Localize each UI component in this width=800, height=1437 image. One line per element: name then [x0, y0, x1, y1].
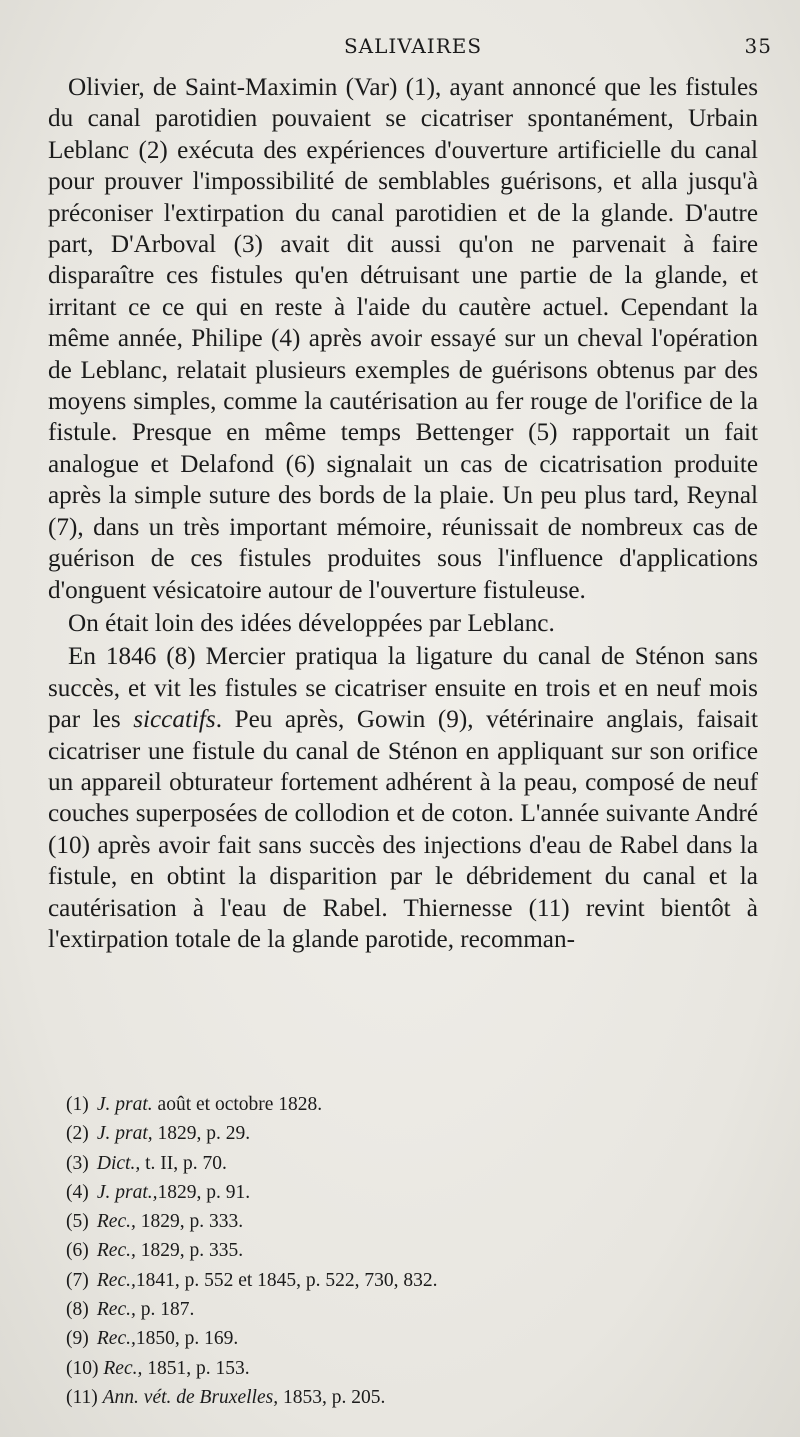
body-text: [48, 72, 758, 955]
footnote-detail: août et octobre 1828.: [152, 1094, 323, 1115]
paragraph-3-part-1: En 1846 (8) Mercier pratiqua la ligature du canal de Sténon sans succès, et vit les fistules se cicatriser ensuite en trois et en neuf mois par les: [48, 643, 758, 734]
footnote-source: Dict.,: [96, 1152, 141, 1174]
footnote: [66, 1354, 706, 1383]
footnote-source: Rec.,: [96, 1299, 136, 1321]
page-header: [48, 30, 778, 60]
footnote-detail: 1829, p. 29.: [152, 1123, 251, 1145]
paragraph-3-italic-term: siccatifs: [133, 706, 216, 734]
footnote-detail: 1853, p. 205.: [278, 1386, 386, 1408]
paragraph-3-part-2: . Peu après, Gowin (9), vétérinaire anglais, faisait cicatriser une fistule du canal de Sténon en appliquant sur son orifice un appareil obturateur fortement adhérent à la peau, composé de neuf couches superposées de collodion et de coton. L'année suivante André (10) après avoir fait sans succès des injections d'eau de Rabel dans la fistule, en obtint la disparition par le débridement du canal et la cautérisation à l'eau de Rabel. Thiernesse (11) revint bientôt à l'extirpation totale de la glande parotide, recomman-: [48, 706, 759, 953]
paragraph-2: On était loin des idées développées par Leblanc.: [68, 609, 555, 637]
footnote: [66, 1295, 706, 1324]
footnote-source: Rec.,: [96, 1240, 136, 1262]
footnote: [66, 1090, 706, 1119]
footnote-detail: 1850, p. 169.: [135, 1328, 239, 1350]
footnote-detail: 1851, p. 153.: [142, 1357, 250, 1379]
footnote: [66, 1119, 706, 1148]
footnote-detail: 1829, p. 333.: [135, 1211, 244, 1233]
footnote-detail: 1841, p. 552 et 1845, p. 522, 730, 832.: [135, 1269, 438, 1291]
footnote-source: J. prat.,: [96, 1181, 158, 1203]
paragraph-1: Olivier, de Saint-Maximin (Var) (1), ayant annoncé que les fistules du canal parotidien pouvaient se cicatriser spontanément, Urbain Leblanc (2) exécuta des expériences d'ouverture artificielle du canal pour prouver l'impossibilité de semblables guérisons, et alla jusqu'à préconiser l'extirpation du canal parotidien et de la glande. D'autre part, D'Arboval (3) avait dit aussi qu'on ne parvenait à faire disparaître ces fistules qu'en détruisant une partie de la glande, et irritant ce ce qui en reste à l'aide du cautère actuel. Cependant la même année, Philipe (4) après avoir essayé sur un cheval l'opération de Leblanc, relatait plusieurs exemples de guérisons obtenus par des moyens simples, comme la cautérisation au fer rouge de l'orifice de la fistule. Presque en même temps Bettenger (5) rapportait un fait analogue et Delafond (6) signalait un cas de cicatrisation produite après la simple suture des bords de la plaie. Un peu plus tard, Reynal (7), dans un très important mémoire, réunissait de nombreux cas de guérison de ces fistules produites sous l'influence d'applications d'onguent vésicatoire autour de l'ouverture fistuleuse.: [48, 74, 758, 604]
footnote-number: (10): [66, 1357, 99, 1379]
footnote-source: Rec.,: [96, 1328, 136, 1350]
footnote-source: Rec.,: [96, 1269, 136, 1291]
footnote: [66, 1236, 706, 1265]
footnote-detail: 1829, p. 91.: [157, 1181, 251, 1203]
footnote-number: (9): [66, 1328, 89, 1350]
footnote-number: (2): [66, 1123, 89, 1145]
footnote-detail: t. II, p. 70.: [140, 1152, 227, 1174]
footnote-source: J. prat.: [96, 1094, 153, 1115]
footnote: [66, 1324, 706, 1353]
running-head: SALIVAIRES: [343, 34, 483, 58]
footnote-number: (7): [66, 1269, 89, 1291]
footnote-source: Ann. vét. de Bruxelles,: [102, 1386, 279, 1408]
footnote-number: (6): [66, 1240, 89, 1262]
footnote-number: (5): [66, 1211, 89, 1233]
footnote: [66, 1383, 706, 1412]
paragraph-3: [48, 641, 758, 955]
footnote: [66, 1266, 706, 1295]
footnote-source: Rec.,: [96, 1211, 136, 1233]
footnote-number: (1): [66, 1094, 89, 1115]
footnote: [66, 1178, 706, 1207]
footnotes: [66, 1090, 706, 1412]
footnote-number: (8): [66, 1299, 89, 1321]
page-number: 35: [744, 34, 772, 58]
footnote-number: (4): [66, 1181, 89, 1203]
footnote-source: J. prat,: [96, 1123, 153, 1145]
footnote-number: (3): [66, 1152, 89, 1174]
footnote-source: Rec.,: [103, 1357, 143, 1379]
footnote-detail: 1829, p. 335.: [135, 1240, 244, 1262]
footnote-detail: p. 187.: [135, 1299, 195, 1321]
footnote-number: (11): [66, 1386, 98, 1408]
footnote: [66, 1149, 706, 1178]
footnote: [66, 1207, 706, 1236]
